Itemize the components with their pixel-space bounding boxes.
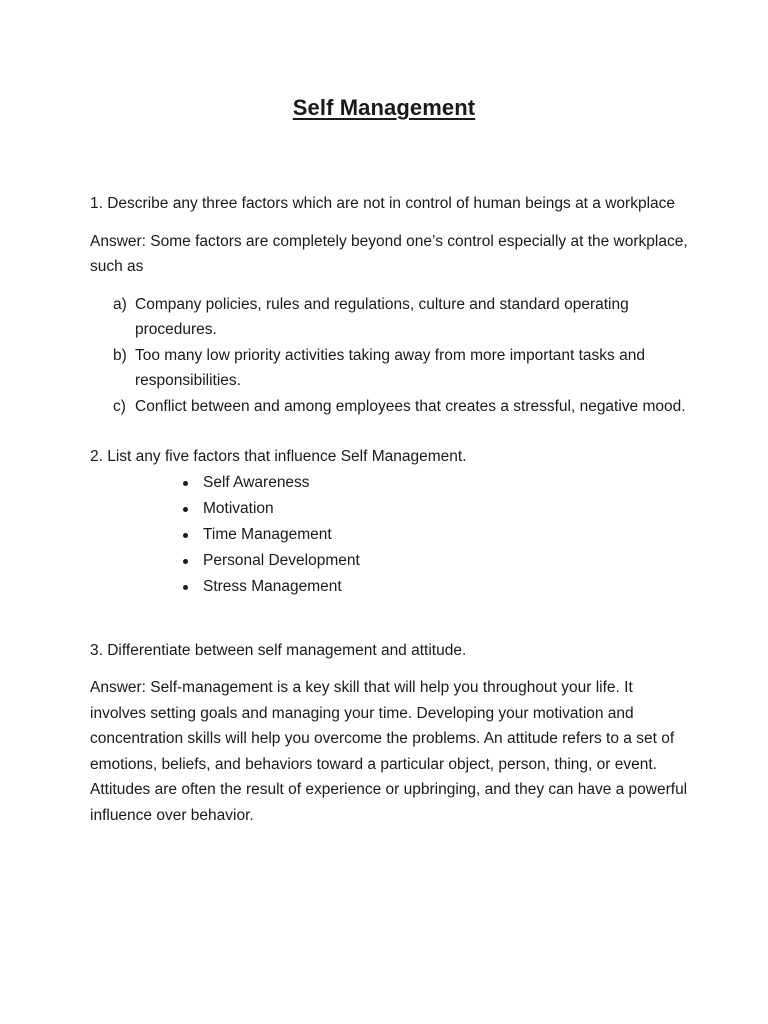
question-1: 1. Describe any three factors which are not in control of human beings at a workplace: [90, 195, 676, 212]
list-item-text: Company policies, rules and regulations, culture and standard operating procedures.: [135, 295, 629, 338]
bullet-icon: [183, 481, 188, 486]
list-marker: b): [113, 346, 127, 364]
list-item-text: Motivation: [203, 499, 274, 517]
answer-3: Answer: Self-management is a key skill that will help you throughout your life. It involves setting goals and managing your time. Developing your motivation and concentration skills will help you overcome the problems. An attitude refers to a set of emotions, beliefs, and behaviors toward a particular object, person, thing, or event. Attitudes are often the result of experience or upbringing, and they can have a powerful influence over behavior.: [90, 679, 688, 824]
answer-1-list: [90, 292, 690, 420]
bullet-icon: [183, 585, 188, 590]
bullet-icon: [183, 559, 188, 564]
bullet-icon: [183, 507, 188, 512]
document-body: [90, 191, 690, 828]
list-item-text: Personal Development: [203, 551, 360, 569]
document-title: Self Management: [292, 95, 476, 120]
list-item: [90, 292, 690, 343]
list-item: [90, 470, 690, 496]
answer-2-list: [90, 470, 690, 600]
list-item: [90, 496, 690, 522]
bullet-icon: [183, 533, 188, 538]
list-item: [90, 574, 690, 600]
list-item: [90, 522, 690, 548]
question-2: 2. List any five factors that influence Self Management.: [90, 448, 467, 465]
list-item-text: Too many low priority activities taking away from more important tasks and responsibilities.: [135, 346, 645, 389]
list-item-text: Stress Management: [203, 577, 342, 595]
question-3: 3. Differentiate between self management and attitude.: [90, 641, 467, 659]
list-item: [90, 343, 690, 394]
list-marker: c): [113, 397, 126, 415]
list-item: [90, 394, 690, 420]
list-item: [90, 548, 690, 574]
list-item-text: Conflict between and among employees that creates a stressful, negative mood.: [135, 397, 686, 415]
list-marker: a): [113, 295, 127, 313]
answer-1-intro: Answer: Some factors are completely beyond one’s control especially at the workplace, such as: [90, 232, 688, 275]
list-item-text: Self Awareness: [203, 473, 310, 491]
list-item-text: Time Management: [203, 525, 332, 543]
